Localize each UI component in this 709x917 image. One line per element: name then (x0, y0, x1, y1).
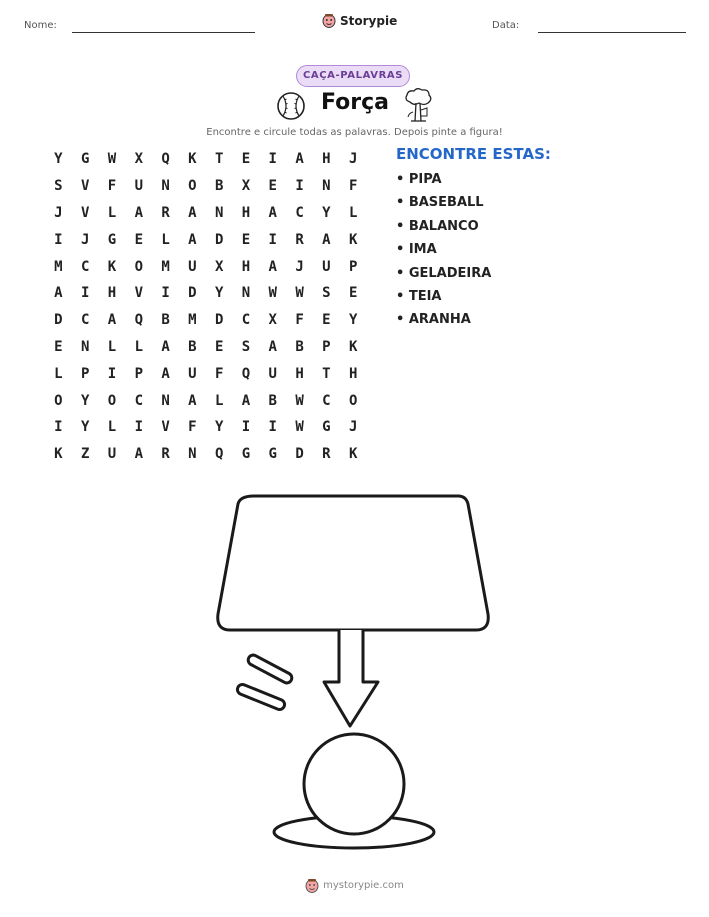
grid-cell[interactable]: C (322, 392, 331, 409)
grid-cell[interactable]: A (188, 204, 197, 221)
grid-cell[interactable]: O (348, 392, 358, 409)
grid-cell[interactable]: Q (161, 151, 170, 168)
brand-name: Storypie (340, 13, 398, 28)
grid-cell[interactable]: W (295, 419, 304, 436)
grid-cell[interactable]: H (241, 258, 251, 275)
grid-cell[interactable]: Z (80, 446, 90, 463)
tree-icon (402, 88, 434, 124)
grid-cell[interactable]: C (134, 392, 143, 409)
grid-cell[interactable]: A (268, 204, 277, 221)
grid-cell[interactable]: L (348, 204, 358, 221)
grid-cell[interactable]: Y (322, 204, 331, 221)
grid-cell[interactable]: S (322, 285, 331, 302)
grid-cell[interactable]: J (54, 204, 63, 221)
word-item: • PIPA (396, 172, 442, 187)
grid-cell[interactable]: A (188, 231, 197, 248)
page-title: Força (321, 90, 389, 115)
grid-cell[interactable]: K (348, 338, 358, 355)
date-label: Data: (492, 20, 520, 31)
grid-cell[interactable]: A (134, 204, 143, 221)
grid-cell[interactable]: C (80, 258, 90, 275)
grid-cell[interactable]: I (134, 419, 143, 436)
grid-cell[interactable]: M (188, 312, 197, 329)
grid-cell[interactable]: A (241, 392, 251, 409)
grid-cell[interactable]: B (161, 312, 170, 329)
word-item: • IMA (396, 242, 437, 258)
grid-cell[interactable]: A (134, 446, 143, 463)
grid-cell[interactable]: H (295, 365, 304, 382)
word-list-title: ENCONTRE ESTAS: (396, 145, 551, 163)
grid-cell[interactable]: V (80, 204, 90, 221)
grid-cell[interactable]: F (188, 419, 197, 436)
grid-cell[interactable]: A (107, 312, 117, 329)
grid-cell[interactable]: C (295, 204, 304, 221)
grid-cell[interactable]: R (322, 446, 331, 463)
grid-cell[interactable]: F (348, 178, 358, 195)
grid-cell[interactable]: J (295, 258, 304, 275)
grid-cell[interactable]: G (107, 231, 117, 248)
grid-cell[interactable]: G (241, 446, 251, 463)
grid-cell[interactable]: A (161, 365, 170, 382)
grid-cell[interactable]: W (295, 392, 304, 409)
grid-cell[interactable]: E (241, 231, 251, 248)
grid-cell[interactable]: K (107, 258, 117, 275)
instructions: Encontre e circule todas as palavras. Depois pinte a figura! (206, 127, 503, 138)
grid-cell[interactable]: E (54, 338, 63, 355)
grid-cell[interactable]: N (161, 178, 170, 195)
grid-cell[interactable]: B (188, 338, 197, 355)
grid-cell[interactable]: K (348, 231, 358, 248)
word-item: • GELADEIRA (396, 265, 492, 281)
grid-cell[interactable]: O (54, 392, 63, 409)
grid-cell[interactable]: O (188, 178, 197, 195)
grid-cell[interactable]: X (268, 312, 277, 329)
grid-cell[interactable]: C (80, 312, 90, 329)
grid-cell[interactable]: I (295, 178, 304, 195)
footer (0, 878, 709, 893)
grid-cell[interactable]: Y (54, 151, 63, 168)
grid-cell[interactable]: D (214, 231, 224, 248)
grid-cell[interactable]: H (348, 365, 358, 382)
grid-cell[interactable]: D (295, 446, 304, 463)
grid-cell[interactable]: J (80, 231, 90, 248)
grid-cell[interactable]: I (80, 285, 90, 302)
grid-cell[interactable]: G (322, 419, 331, 436)
grid-cell[interactable]: P (348, 258, 358, 275)
grid-cell[interactable]: E (241, 151, 251, 168)
grid-cell[interactable]: L (107, 419, 117, 436)
storypie-mascot-icon (305, 878, 319, 893)
footer-link[interactable]: mystorypie.com (323, 880, 404, 891)
name-line (72, 32, 255, 33)
grid-cell[interactable]: Q (134, 312, 143, 329)
grid-cell[interactable]: N (80, 338, 90, 355)
grid-cell[interactable]: Y (348, 312, 358, 329)
grid-cell[interactable]: N (188, 446, 197, 463)
grid-cell[interactable]: I (161, 285, 170, 302)
storypie-mascot-icon (322, 13, 336, 28)
grid-cell[interactable]: O (134, 258, 143, 275)
word-item: • BALANCO (396, 218, 479, 234)
grid-cell[interactable]: H (322, 151, 331, 168)
grid-cell[interactable]: U (268, 365, 277, 382)
grid-cell[interactable]: I (54, 419, 63, 436)
grid-cell[interactable]: A (54, 285, 63, 302)
grid-cell[interactable]: G (80, 151, 90, 168)
grid-cell[interactable]: N (161, 392, 170, 409)
grid-cell[interactable]: Y (214, 285, 224, 302)
grid-cell[interactable]: R (295, 231, 304, 248)
lamp-coloring-icon (200, 480, 510, 860)
grid-cell[interactable]: L (214, 392, 224, 409)
grid-cell[interactable]: E (214, 338, 224, 355)
grid-cell[interactable]: F (214, 365, 224, 382)
grid-cell[interactable]: R (161, 204, 170, 221)
grid-cell[interactable]: D (188, 285, 197, 302)
grid-cell[interactable]: B (295, 338, 304, 355)
grid-cell[interactable]: X (134, 151, 143, 168)
grid-cell[interactable]: V (134, 285, 143, 302)
grid-cell[interactable]: X (214, 258, 224, 275)
grid-cell[interactable]: Q (241, 365, 251, 382)
grid-cell[interactable]: L (107, 204, 117, 221)
grid-cell[interactable]: Y (80, 419, 90, 436)
grid-cell[interactable]: W (268, 285, 277, 302)
word-search-grid (45, 146, 367, 468)
grid-cell[interactable]: A (268, 338, 277, 355)
grid-cell[interactable]: L (107, 338, 117, 355)
grid-cell[interactable]: U (188, 365, 197, 382)
grid-cell[interactable]: F (107, 178, 117, 195)
grid-cell[interactable]: U (134, 178, 143, 195)
grid-cell[interactable]: H (241, 204, 251, 221)
grid-cell[interactable]: I (268, 151, 277, 168)
grid-cell[interactable]: N (241, 285, 251, 302)
grid-cell[interactable]: B (268, 392, 277, 409)
grid-cell[interactable]: P (134, 365, 143, 382)
grid-cell[interactable]: R (161, 446, 170, 463)
grid-cell[interactable]: U (188, 258, 197, 275)
grid-cell[interactable]: F (295, 312, 304, 329)
grid-cell[interactable]: Y (80, 392, 90, 409)
grid-cell[interactable]: V (161, 419, 170, 436)
grid-cell[interactable]: E (322, 312, 331, 329)
baseball-icon (276, 91, 306, 121)
grid-cell[interactable]: O (107, 392, 117, 409)
word-item: • ARANHA (396, 312, 471, 328)
grid-cell[interactable]: G (268, 446, 277, 463)
grid-cell[interactable]: V (80, 178, 90, 195)
grid-cell[interactable]: J (348, 419, 358, 436)
grid-cell[interactable]: Q (214, 446, 224, 463)
grid-cell[interactable]: L (134, 338, 143, 355)
title-row (270, 88, 440, 124)
grid-cell[interactable]: D (54, 312, 63, 329)
grid-cell[interactable]: Y (214, 419, 224, 436)
grid-cell[interactable]: I (107, 365, 117, 382)
grid-cell[interactable]: K (54, 446, 63, 463)
grid-cell[interactable]: S (54, 178, 63, 195)
grid-cell[interactable]: U (322, 258, 331, 275)
grid-cell[interactable]: U (107, 446, 117, 463)
grid-cell[interactable]: P (80, 365, 90, 382)
grid-cell[interactable]: I (54, 231, 63, 248)
grid-cell[interactable]: L (54, 365, 63, 382)
grid-cell[interactable]: H (107, 285, 117, 302)
name-label: Nome: (24, 20, 57, 31)
grid-cell[interactable]: N (214, 204, 224, 221)
grid-cell[interactable]: I (241, 419, 251, 436)
grid-cell[interactable]: A (268, 258, 277, 275)
grid-cell[interactable]: K (348, 446, 358, 463)
grid-cell[interactable]: A (322, 231, 331, 248)
grid-cell[interactable]: L (161, 231, 170, 248)
grid-cell[interactable]: E (268, 178, 277, 195)
category-badge: CAÇA-PALAVRAS (296, 65, 410, 87)
grid-cell[interactable]: S (241, 338, 251, 355)
date-line (538, 32, 686, 33)
grid-cell[interactable]: X (241, 178, 251, 195)
grid-cell[interactable]: I (268, 419, 277, 436)
grid-cell[interactable]: T (322, 365, 331, 382)
grid-cell[interactable]: M (161, 258, 170, 275)
brand-logo (322, 13, 397, 28)
grid-cell[interactable]: N (322, 178, 331, 195)
grid-cell[interactable]: C (241, 312, 251, 329)
grid-cell[interactable]: T (214, 151, 224, 168)
grid-cell[interactable]: E (348, 285, 358, 302)
grid-cell[interactable]: A (295, 151, 304, 168)
grid-cell[interactable]: K (188, 151, 197, 168)
grid-cell[interactable]: W (295, 285, 304, 302)
grid-cell[interactable]: P (322, 338, 331, 355)
word-item: • BASEBALL (396, 195, 484, 211)
word-item: • TEIA (396, 288, 442, 304)
grid-cell[interactable]: I (268, 231, 277, 248)
grid-cell[interactable]: B (214, 178, 224, 195)
grid-cell[interactable]: J (348, 151, 358, 168)
grid-cell[interactable]: D (214, 312, 224, 329)
grid-cell[interactable]: A (161, 338, 170, 355)
grid-cell[interactable]: M (54, 258, 63, 275)
grid-cell[interactable]: E (134, 231, 143, 248)
grid-cell[interactable]: W (107, 151, 117, 168)
word-list (396, 171, 491, 335)
grid-cell[interactable]: A (188, 392, 197, 409)
